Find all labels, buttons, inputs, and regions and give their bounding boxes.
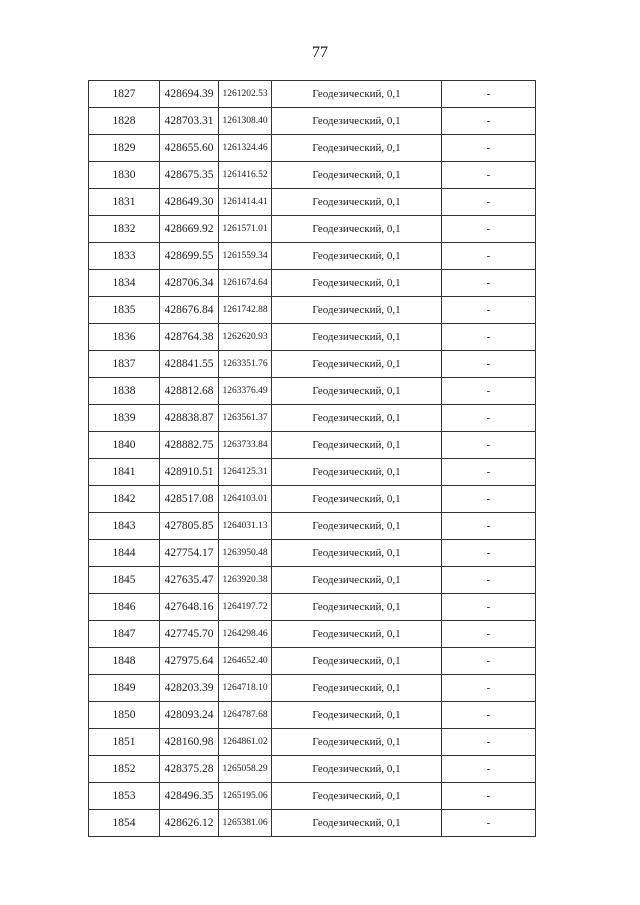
point-number-cell: 1832 <box>89 216 160 243</box>
point-number-cell: 1851 <box>89 729 160 756</box>
table-row <box>89 243 536 270</box>
y-coordinate-cell: 1261742.88 <box>219 297 272 324</box>
note-cell: - <box>442 351 536 378</box>
x-coordinate-cell: 428669.92 <box>160 216 219 243</box>
table-row <box>89 540 536 567</box>
point-number-cell: 1839 <box>89 405 160 432</box>
y-coordinate-cell: 1263950.48 <box>219 540 272 567</box>
x-coordinate-cell: 428496.35 <box>160 783 219 810</box>
y-coordinate-cell: 1264125.31 <box>219 459 272 486</box>
note-cell: - <box>442 675 536 702</box>
note-cell: - <box>442 297 536 324</box>
note-cell: - <box>442 216 536 243</box>
point-number-cell: 1849 <box>89 675 160 702</box>
point-number-cell: 1838 <box>89 378 160 405</box>
method-accuracy-cell: Геодезический, 0,1 <box>272 729 442 756</box>
x-coordinate-cell: 427635.47 <box>160 567 219 594</box>
method-accuracy-cell: Геодезический, 0,1 <box>272 594 442 621</box>
method-accuracy-cell: Геодезический, 0,1 <box>272 567 442 594</box>
method-accuracy-cell: Геодезический, 0,1 <box>272 324 442 351</box>
x-coordinate-cell: 428910.51 <box>160 459 219 486</box>
point-number-cell: 1846 <box>89 594 160 621</box>
y-coordinate-cell: 1265195.06 <box>219 783 272 810</box>
note-cell: - <box>442 81 536 108</box>
x-coordinate-cell: 428838.87 <box>160 405 219 432</box>
x-coordinate-cell: 428675.35 <box>160 162 219 189</box>
point-number-cell: 1828 <box>89 108 160 135</box>
note-cell: - <box>442 108 536 135</box>
table-row <box>89 513 536 540</box>
x-coordinate-cell: 427805.85 <box>160 513 219 540</box>
y-coordinate-cell: 1261571.01 <box>219 216 272 243</box>
table-row <box>89 729 536 756</box>
x-coordinate-cell: 428694.39 <box>160 81 219 108</box>
point-number-cell: 1836 <box>89 324 160 351</box>
point-number-cell: 1842 <box>89 486 160 513</box>
coordinates-table <box>88 80 536 837</box>
method-accuracy-cell: Геодезический, 0,1 <box>272 162 442 189</box>
point-number-cell: 1831 <box>89 189 160 216</box>
y-coordinate-cell: 1261324.46 <box>219 135 272 162</box>
method-accuracy-cell: Геодезический, 0,1 <box>272 216 442 243</box>
method-accuracy-cell: Геодезический, 0,1 <box>272 108 442 135</box>
x-coordinate-cell: 427754.17 <box>160 540 219 567</box>
note-cell: - <box>442 135 536 162</box>
table-row <box>89 216 536 243</box>
y-coordinate-cell: 1263733.84 <box>219 432 272 459</box>
note-cell: - <box>442 189 536 216</box>
x-coordinate-cell: 428764.38 <box>160 324 219 351</box>
x-coordinate-cell: 428706.34 <box>160 270 219 297</box>
table-row <box>89 783 536 810</box>
note-cell: - <box>442 324 536 351</box>
point-number-cell: 1835 <box>89 297 160 324</box>
method-accuracy-cell: Геодезический, 0,1 <box>272 540 442 567</box>
x-coordinate-cell: 428160.98 <box>160 729 219 756</box>
point-number-cell: 1841 <box>89 459 160 486</box>
method-accuracy-cell: Геодезический, 0,1 <box>272 810 442 837</box>
point-number-cell: 1854 <box>89 810 160 837</box>
x-coordinate-cell: 428703.31 <box>160 108 219 135</box>
x-coordinate-cell: 428093.24 <box>160 702 219 729</box>
table-row <box>89 675 536 702</box>
table-row <box>89 621 536 648</box>
x-coordinate-cell: 428626.12 <box>160 810 219 837</box>
method-accuracy-cell: Геодезический, 0,1 <box>272 378 442 405</box>
y-coordinate-cell: 1264718.10 <box>219 675 272 702</box>
x-coordinate-cell: 427975.64 <box>160 648 219 675</box>
y-coordinate-cell: 1261308.40 <box>219 108 272 135</box>
x-coordinate-cell: 428375.28 <box>160 756 219 783</box>
note-cell: - <box>442 810 536 837</box>
y-coordinate-cell: 1264861.02 <box>219 729 272 756</box>
point-number-cell: 1833 <box>89 243 160 270</box>
y-coordinate-cell: 1263920.38 <box>219 567 272 594</box>
note-cell: - <box>442 513 536 540</box>
method-accuracy-cell: Геодезический, 0,1 <box>272 297 442 324</box>
y-coordinate-cell: 1261559.34 <box>219 243 272 270</box>
table-row <box>89 594 536 621</box>
x-coordinate-cell: 428649.30 <box>160 189 219 216</box>
table-row <box>89 756 536 783</box>
table-row <box>89 648 536 675</box>
x-coordinate-cell: 428203.39 <box>160 675 219 702</box>
y-coordinate-cell: 1264103.01 <box>219 486 272 513</box>
note-cell: - <box>442 162 536 189</box>
method-accuracy-cell: Геодезический, 0,1 <box>272 756 442 783</box>
x-coordinate-cell: 428882.75 <box>160 432 219 459</box>
y-coordinate-cell: 1265058.29 <box>219 756 272 783</box>
table-row <box>89 108 536 135</box>
method-accuracy-cell: Геодезический, 0,1 <box>272 621 442 648</box>
y-coordinate-cell: 1264787.68 <box>219 702 272 729</box>
note-cell: - <box>442 567 536 594</box>
x-coordinate-cell: 427745.70 <box>160 621 219 648</box>
table-row <box>89 432 536 459</box>
point-number-cell: 1847 <box>89 621 160 648</box>
table-row <box>89 378 536 405</box>
point-number-cell: 1848 <box>89 648 160 675</box>
method-accuracy-cell: Геодезический, 0,1 <box>272 81 442 108</box>
table-row <box>89 189 536 216</box>
y-coordinate-cell: 1263561.37 <box>219 405 272 432</box>
point-number-cell: 1845 <box>89 567 160 594</box>
table-row <box>89 702 536 729</box>
point-number-cell: 1852 <box>89 756 160 783</box>
note-cell: - <box>442 270 536 297</box>
y-coordinate-cell: 1264031.13 <box>219 513 272 540</box>
method-accuracy-cell: Геодезический, 0,1 <box>272 459 442 486</box>
table-row <box>89 324 536 351</box>
table-row <box>89 351 536 378</box>
method-accuracy-cell: Геодезический, 0,1 <box>272 486 442 513</box>
note-cell: - <box>442 243 536 270</box>
coordinates-table-body <box>89 81 536 837</box>
x-coordinate-cell: 428812.68 <box>160 378 219 405</box>
note-cell: - <box>442 702 536 729</box>
note-cell: - <box>442 756 536 783</box>
y-coordinate-cell: 1263376.49 <box>219 378 272 405</box>
note-cell: - <box>442 540 536 567</box>
x-coordinate-cell: 428841.55 <box>160 351 219 378</box>
method-accuracy-cell: Геодезический, 0,1 <box>272 189 442 216</box>
note-cell: - <box>442 432 536 459</box>
page-number: 77 <box>312 44 328 61</box>
point-number-cell: 1843 <box>89 513 160 540</box>
table-row <box>89 459 536 486</box>
x-coordinate-cell: 428699.55 <box>160 243 219 270</box>
method-accuracy-cell: Геодезический, 0,1 <box>272 135 442 162</box>
y-coordinate-cell: 1264298.46 <box>219 621 272 648</box>
y-coordinate-cell: 1264652.40 <box>219 648 272 675</box>
y-coordinate-cell: 1265381.06 <box>219 810 272 837</box>
method-accuracy-cell: Геодезический, 0,1 <box>272 270 442 297</box>
point-number-cell: 1844 <box>89 540 160 567</box>
table-row <box>89 405 536 432</box>
note-cell: - <box>442 783 536 810</box>
point-number-cell: 1827 <box>89 81 160 108</box>
point-number-cell: 1829 <box>89 135 160 162</box>
point-number-cell: 1834 <box>89 270 160 297</box>
table-row <box>89 270 536 297</box>
note-cell: - <box>442 378 536 405</box>
table-row <box>89 81 536 108</box>
note-cell: - <box>442 405 536 432</box>
method-accuracy-cell: Геодезический, 0,1 <box>272 783 442 810</box>
note-cell: - <box>442 729 536 756</box>
point-number-cell: 1837 <box>89 351 160 378</box>
method-accuracy-cell: Геодезический, 0,1 <box>272 675 442 702</box>
x-coordinate-cell: 428655.60 <box>160 135 219 162</box>
y-coordinate-cell: 1261674.64 <box>219 270 272 297</box>
note-cell: - <box>442 621 536 648</box>
method-accuracy-cell: Геодезический, 0,1 <box>272 243 442 270</box>
note-cell: - <box>442 486 536 513</box>
method-accuracy-cell: Геодезический, 0,1 <box>272 432 442 459</box>
point-number-cell: 1840 <box>89 432 160 459</box>
x-coordinate-cell: 427648.16 <box>160 594 219 621</box>
method-accuracy-cell: Геодезический, 0,1 <box>272 648 442 675</box>
table-row <box>89 162 536 189</box>
note-cell: - <box>442 648 536 675</box>
table-row <box>89 135 536 162</box>
table-row <box>89 297 536 324</box>
table-row <box>89 810 536 837</box>
x-coordinate-cell: 428676.84 <box>160 297 219 324</box>
y-coordinate-cell: 1264197.72 <box>219 594 272 621</box>
note-cell: - <box>442 594 536 621</box>
method-accuracy-cell: Геодезический, 0,1 <box>272 351 442 378</box>
method-accuracy-cell: Геодезический, 0,1 <box>272 405 442 432</box>
y-coordinate-cell: 1261416.52 <box>219 162 272 189</box>
point-number-cell: 1853 <box>89 783 160 810</box>
point-number-cell: 1850 <box>89 702 160 729</box>
method-accuracy-cell: Геодезический, 0,1 <box>272 513 442 540</box>
note-cell: - <box>442 459 536 486</box>
x-coordinate-cell: 428517.08 <box>160 486 219 513</box>
method-accuracy-cell: Геодезический, 0,1 <box>272 702 442 729</box>
y-coordinate-cell: 1261202.53 <box>219 81 272 108</box>
table-row <box>89 567 536 594</box>
table-row <box>89 486 536 513</box>
point-number-cell: 1830 <box>89 162 160 189</box>
y-coordinate-cell: 1262620.93 <box>219 324 272 351</box>
y-coordinate-cell: 1263351.76 <box>219 351 272 378</box>
y-coordinate-cell: 1261414.41 <box>219 189 272 216</box>
